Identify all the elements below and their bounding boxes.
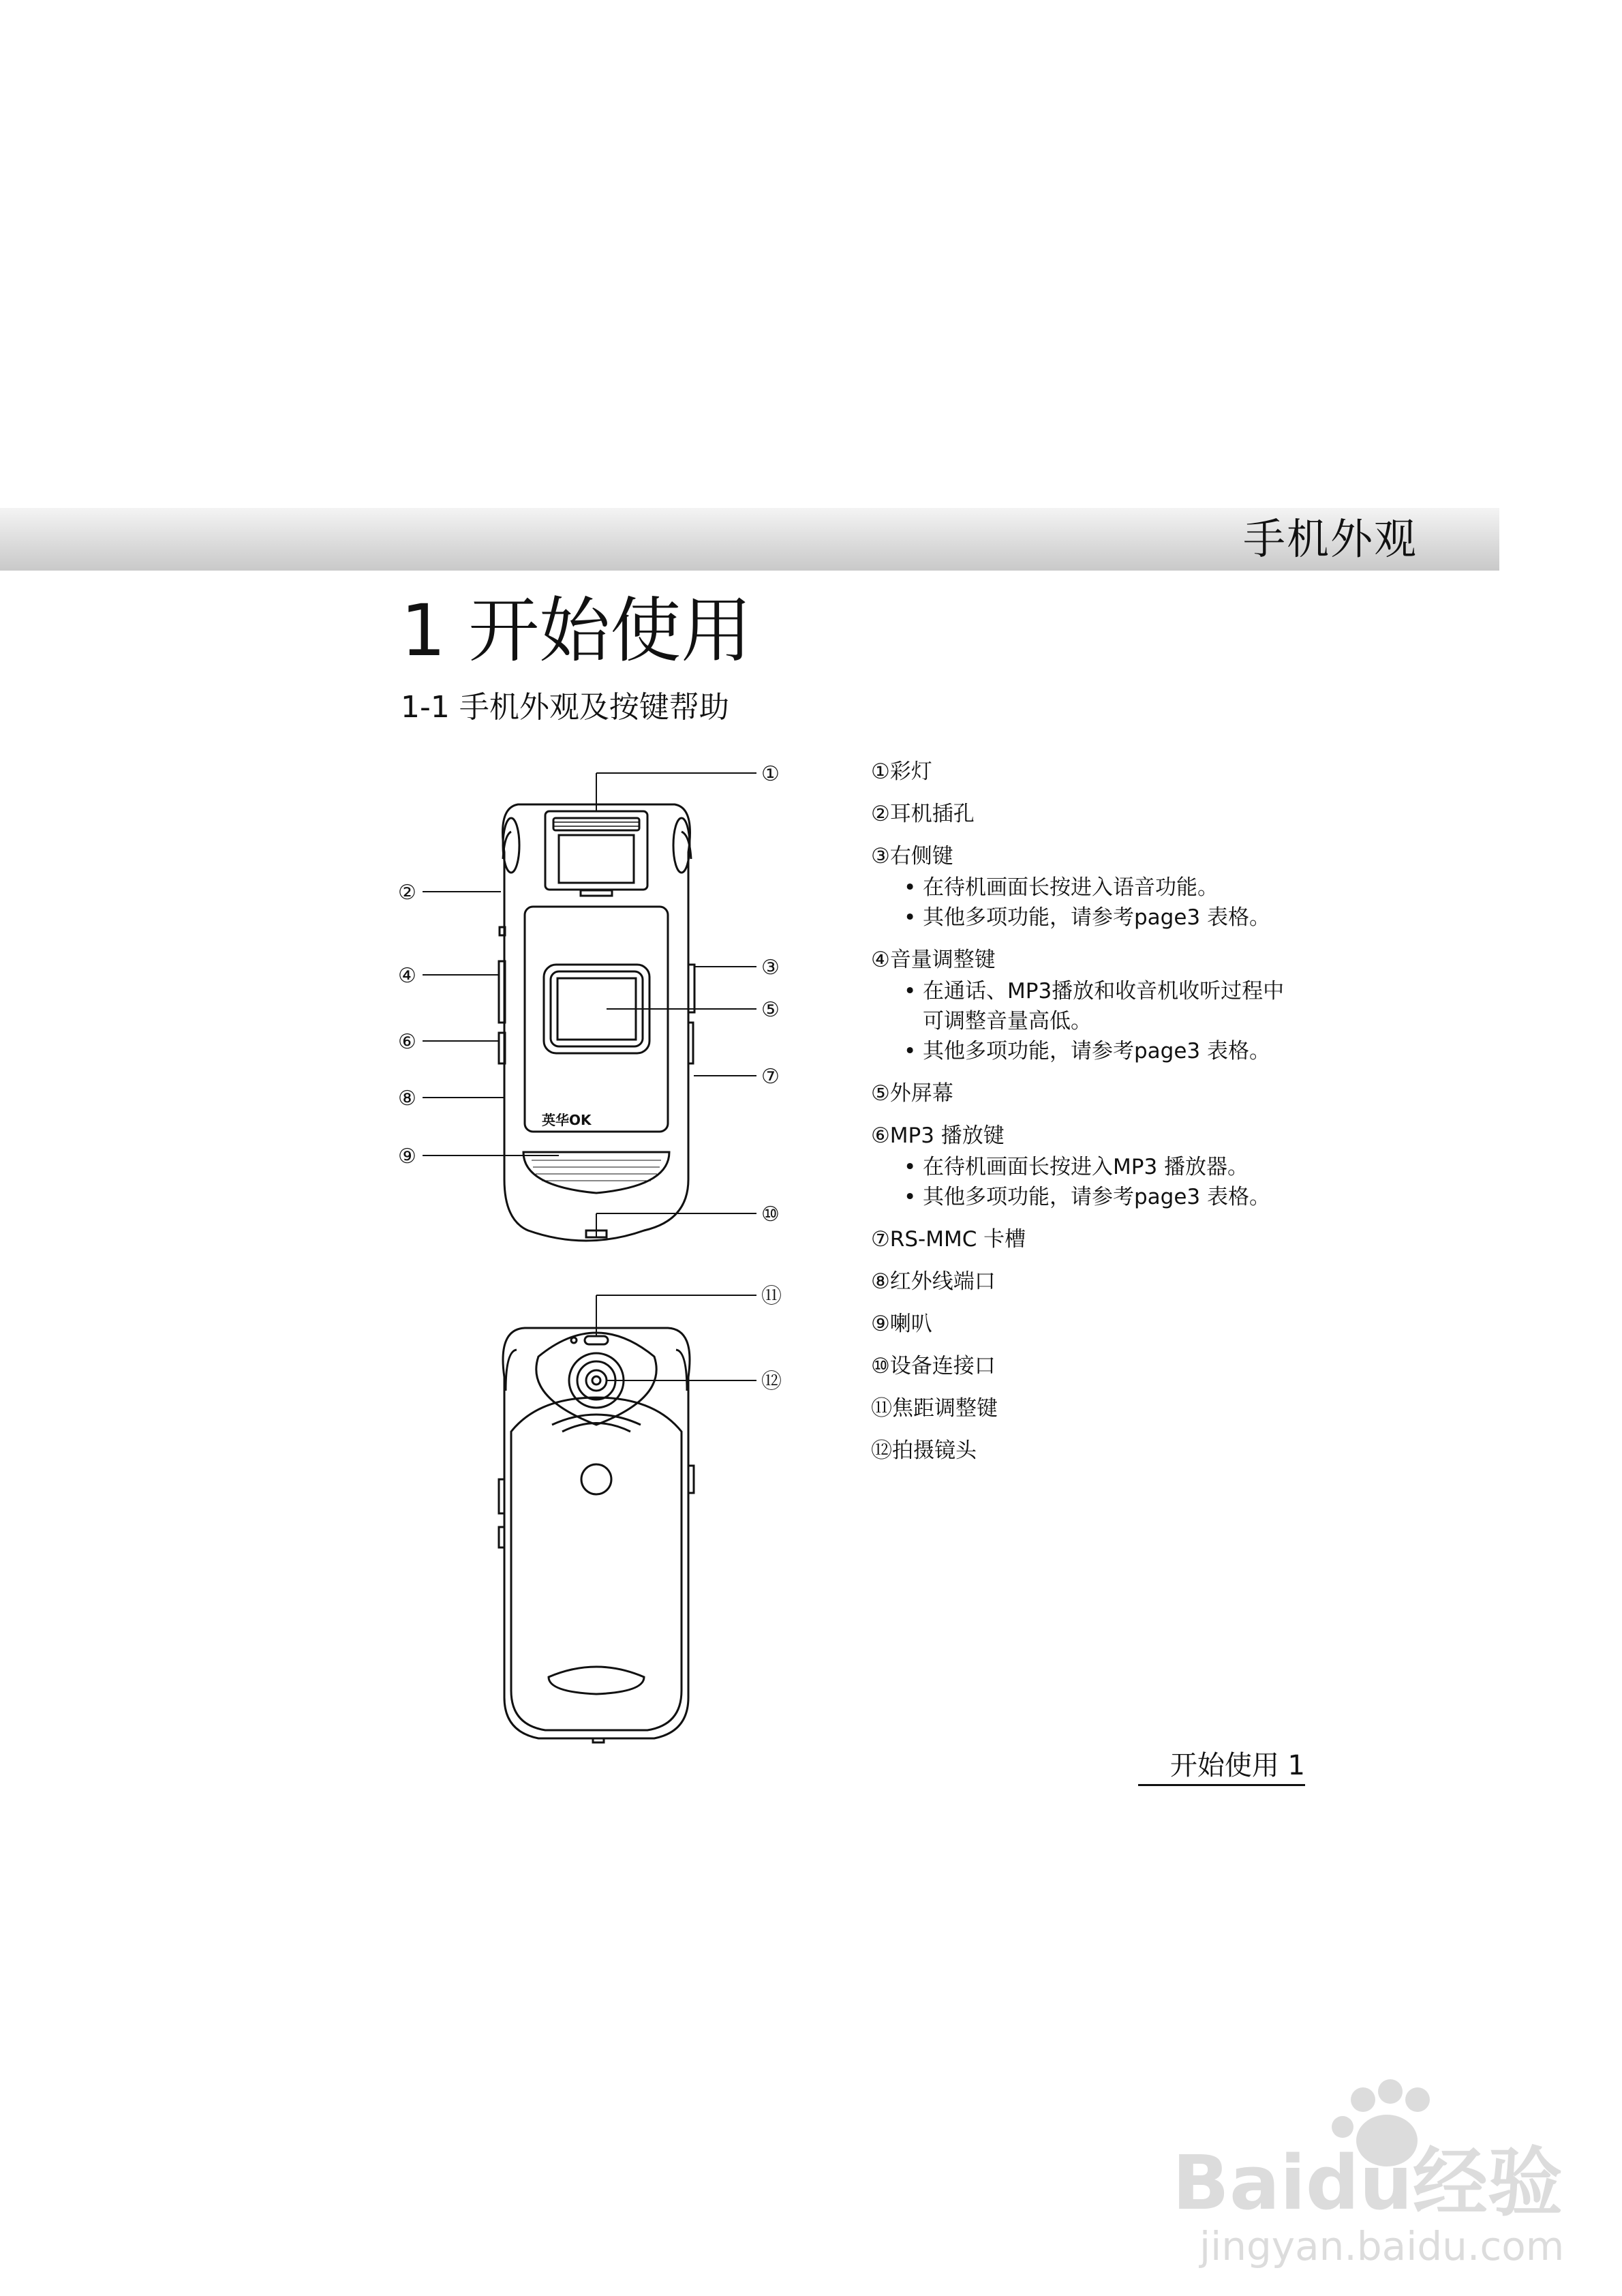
legend-label: ①彩灯 [871, 759, 932, 784]
legend-label: ③右侧键 [871, 844, 953, 868]
legend-item [871, 1436, 1348, 1466]
callout-3: ③ [761, 956, 780, 980]
legend-label: ⑫拍摄镜头 [871, 1438, 977, 1463]
phone-brand-label: 英华OK [542, 1112, 592, 1128]
legend-label: ⑪焦距调整键 [871, 1396, 998, 1421]
baidu-watermark [1159, 2072, 1595, 2277]
legend-note: • 在通话、MP3播放和收音机收听过程中可调整音量高低。 [904, 976, 1304, 1036]
watermark-url: jingyan.baidu.com [1199, 2223, 1565, 2269]
legend-item [871, 1078, 1348, 1108]
legend-item [871, 1309, 1348, 1339]
legend-item [871, 1351, 1348, 1381]
legend-item [871, 945, 1348, 1066]
legend-label: ⑤外屏幕 [871, 1081, 953, 1106]
legend-item [871, 1224, 1348, 1254]
legend-label: ⑧红外线端口 [871, 1269, 996, 1294]
legend-item [871, 1121, 1348, 1212]
legend-notes [871, 976, 1348, 1066]
legend-notes [871, 1152, 1348, 1212]
legend-note: • 在待机画面长按进入语音功能。 [904, 873, 1348, 903]
phone-back-illustration [499, 1328, 694, 1742]
legend-label: ②耳机插孔 [871, 802, 975, 826]
callout-7: ⑦ [761, 1065, 780, 1089]
legend-label: ⑥MP3 播放键 [871, 1123, 1005, 1148]
legend-notes [871, 873, 1348, 933]
header-title: 手机外观 [1242, 514, 1418, 564]
callout-12: ⑫ [761, 1370, 782, 1393]
watermark-brand: Baidu经验 [1172, 2139, 1563, 2226]
chapter-title: 1 开始使用 [401, 589, 752, 672]
callout-2: ② [398, 881, 416, 905]
legend-note: • 其他多项功能，请参考page3 表格。 [904, 903, 1348, 933]
legend-note: • 其他多项功能，请参考page3 表格。 [904, 1182, 1348, 1212]
legend-label: ⑦RS-MMC 卡槽 [871, 1227, 1026, 1252]
callout-4: ④ [398, 964, 416, 988]
callout-9: ⑨ [398, 1145, 416, 1168]
legend-item [871, 757, 1348, 787]
legend-list [871, 757, 1348, 1478]
legend-label: ④音量调整键 [871, 948, 996, 972]
phone-front-illustration [499, 804, 694, 1241]
legend-label: ⑨喇叭 [871, 1312, 932, 1336]
legend-item [871, 1393, 1348, 1423]
phone-diagram [398, 743, 811, 1745]
callout-5: ⑤ [761, 998, 780, 1022]
callout-11: ⑪ [761, 1284, 782, 1308]
page-footer: 开始使用 1 [1138, 1747, 1305, 1786]
legend-item [871, 799, 1348, 829]
legend-label: ⑩设备连接口 [871, 1354, 996, 1378]
callout-1: ① [761, 762, 780, 786]
header-band [0, 508, 1499, 571]
section-title: 1-1 手机外观及按键帮助 [401, 690, 729, 725]
legend-note: • 其他多项功能，请参考page3 表格。 [904, 1036, 1348, 1066]
legend-item [871, 1267, 1348, 1297]
legend-item [871, 841, 1348, 933]
legend-note: • 在待机画面长按进入MP3 播放器。 [904, 1152, 1348, 1182]
callout-10: ⑩ [761, 1203, 780, 1226]
callout-8: ⑧ [398, 1087, 416, 1111]
callout-6: ⑥ [398, 1030, 416, 1054]
